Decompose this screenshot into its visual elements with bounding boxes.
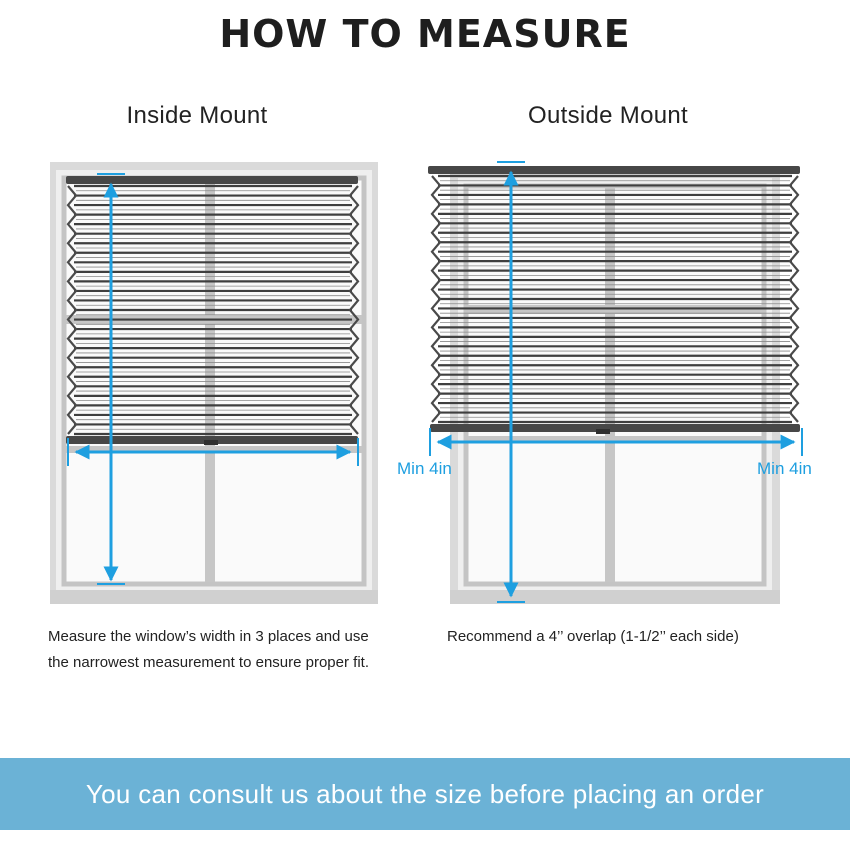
page-title: HOW TO MEASURE	[219, 12, 631, 56]
outside-mount-description: Recommend a 4’’ overlap (1-1/2’’ each side)	[447, 628, 739, 645]
min-overlap-left-label: Min 4in	[397, 459, 452, 478]
inside-mount-description: Measure the window’s width in 3 places and use the narrowest measurement to ensure proper fit.	[48, 628, 369, 671]
consult-banner	[0, 758, 850, 830]
inside-mount-heading: Inside Mount	[126, 102, 268, 129]
min-overlap-right-label: Min 4in	[757, 459, 812, 478]
consult-banner-text: You can consult us about the size before placing an order	[85, 779, 765, 809]
outside-window	[450, 172, 780, 604]
inside-window	[50, 162, 378, 604]
outside-mount-heading: Outside Mount	[528, 102, 688, 129]
